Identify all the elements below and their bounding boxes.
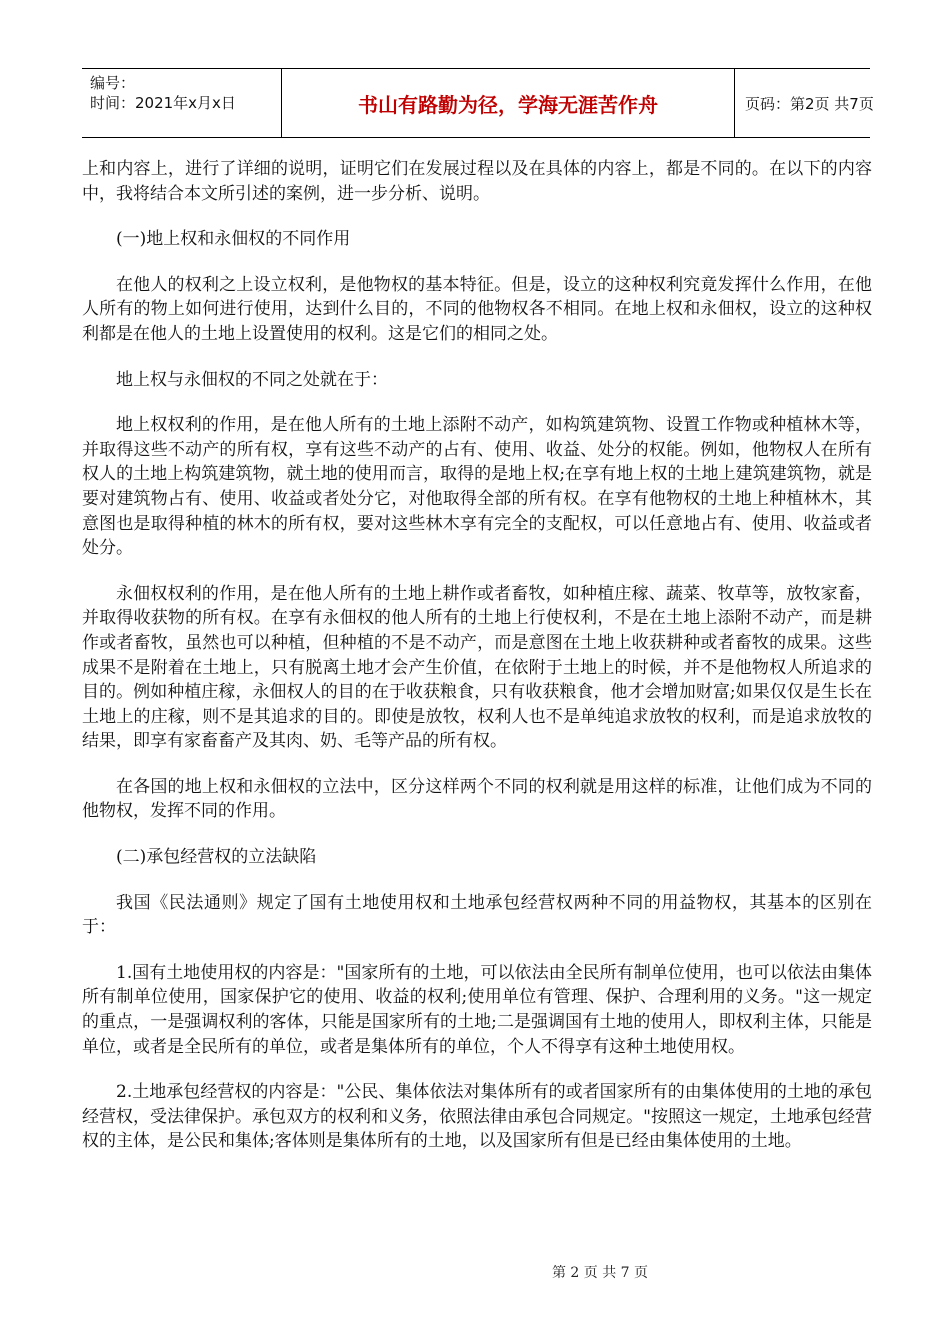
paragraph: 在他人的权利之上设立权利，是他物权的基本特征。但是，设立的这种权利究竟发挥什么作用，在他人所有的物上如何进行使用，达到什么目的，不同的他物权各不相同。在地上权和永佃权，设立的这种权利都是在他人的土地上设置使用的权利。这是它们的相同之处。 bbox=[82, 274, 872, 344]
page-footer: 第 2 页 共 7 页 bbox=[551, 1265, 649, 1281]
paragraph: 2.土地承包经营权的内容是："公民、集体依法对集体所有的或者国家所有的由集体使用的土地的承包经营权，受法律保护。承包双方的权利和义务，依照法律由承包合同规定。"按照这一规定，土地承包经营权的主体，是公民和集体;客体则是集体所有的土地，以及国家所有但是已经由集体使用的土地。 bbox=[82, 1082, 872, 1152]
section-heading: (二)承包经营权的立法缺陷 bbox=[116, 847, 317, 868]
paragraph: 地上权权利的作用，是在他人所有的土地上添附不动产，如构筑建筑物、设置工作物或种植林木等，并取得这些不动产的所有权，享有这些不动产的占有、使用、收益、处分的权能。例如，他物权人在所有权人的土地上构筑建筑物，就土地的使用而言，取得的是地上权;在享有地上权的土地上建筑建筑物，就是要对建筑物占有、使用、收益或者处分它，对他取得全部的所有权。在享有他物权的土地上种植林木，其意图也是取得种植的林木的所有权，要对这些林木享有完全的支配权，可以任意地占有、使用、收益或者处分。 bbox=[82, 415, 872, 559]
header-meta bbox=[82, 69, 282, 137]
document-number-label: 编号： bbox=[90, 74, 136, 92]
paragraph: 在各国的地上权和永佃权的立法中，区分这样两个不同的权利就是用这样的标准，让他们成为不同的他物权，发挥不同的作用。 bbox=[82, 776, 872, 822]
document-date-label: 时间：2021年x月x日 bbox=[90, 94, 236, 112]
paragraph: 地上权与永佃权的不同之处就在于： bbox=[116, 369, 388, 390]
header-motto: 书山有路勤为径，学海无涯苦作舟 bbox=[282, 69, 735, 137]
paragraph: 我国《民法通则》规定了国有土地使用权和土地承包经营权两种不同的用益物权，其基本的区别在于： bbox=[82, 892, 872, 938]
paragraph: 永佃权权利的作用，是在他人所有的土地上耕作或者畜牧，如种植庄稼、蔬菜、牧草等，放牧家畜，并取得收获物的所有权。在享有永佃权的他人所有的土地上行使权利，不是在土地上添附不动产，而是耕作或者畜牧，虽然也可以种植，但种植的不是不动产，而是意图在土地上收获耕种或者畜牧的成果。这些成果不是附着在土地上，只有脱离土地才会产生价值，在依附于土地上的时候，并不是他物权人所追求的目的。例如种植庄稼，永佃权人的目的在于收获粮食，只有收获粮食，他才会增加财富;如果仅仅是生长在土地上的庄稼，则不是其追求的目的。即使是放牧，权利人也不是单纯追求放牧的权利，而是追求放牧的结果，即享有家畜畜产及其肉、奶、毛等产品的所有权。 bbox=[82, 583, 872, 752]
page-header bbox=[82, 68, 874, 138]
paragraph: 上和内容上，进行了详细的说明，证明它们在发展过程以及在具体的内容上，都是不同的。在以下的内容中，我将结合本文所引述的案例，进一步分析、说明。 bbox=[82, 159, 872, 204]
section-heading: (一)地上权和永佃权的不同作用 bbox=[116, 229, 351, 250]
header-page-info: 页码：第2页 共7页 bbox=[745, 94, 874, 113]
paragraph: 1.国有土地使用权的内容是："国家所有的土地，可以依法由全民所有制单位使用，也可以依法由集体所有制单位使用，国家保护它的使用、收益的权利;使用单位有管理、保护、合理利用的义务。"这一规定的重点，一是强调权利的客体，只能是国家所有的土地;二是强调国有土地的使用人，即权利主体，只能是单位，或者是全民所有的单位，或者是集体所有的单位，个人不得享有这种土地使用权。 bbox=[82, 962, 872, 1057]
document-body bbox=[82, 157, 872, 1175]
